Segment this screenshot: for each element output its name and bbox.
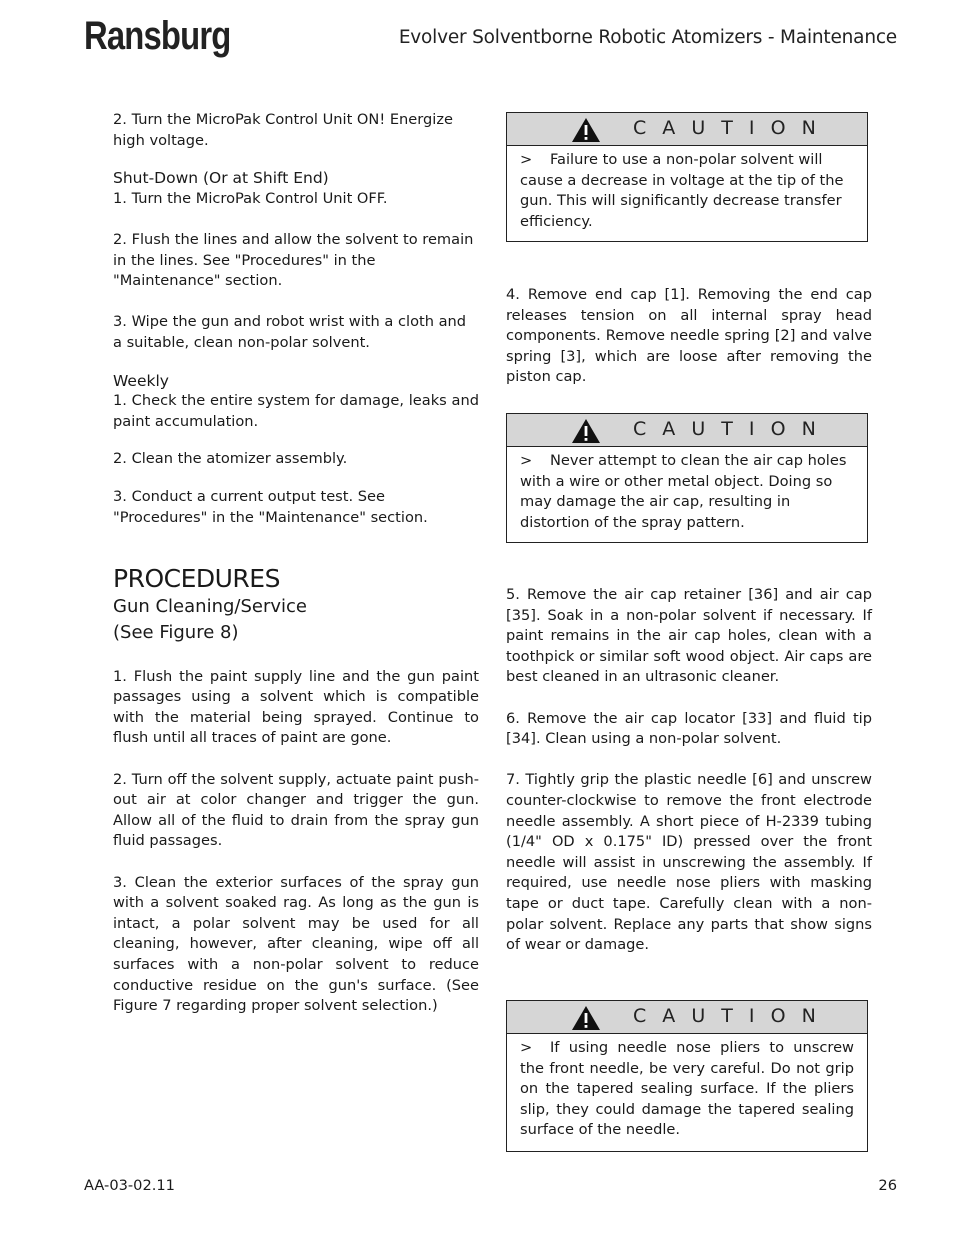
paragraph: 3. Clean the exterior surfaces of the spray gun with a solvent soaked rag. As long as the gun is intact, a polar solvent may be used for all cleaning, however, after cleaning, wipe off all surfaces with a non-polar solvent to reduce conductive residue on the gun's surface. (See Figure 7 regarding proper solvent selection.) — [113, 873, 479, 1015]
paragraph: 4. Remove end cap [1]. Removing the end cap releases tension on all internal spray head components. Remove needle spring [2] and valve spring [3], which are loose after removing the piston cap. — [506, 286, 872, 386]
caution-message: Failure to use a non-polar solvent will cause a decrease in voltage at the tip of the gun. This will significantly decrease transfer efficiency. — [520, 151, 844, 230]
paragraph: 1. Flush the paint supply line and the gun paint passages using a solvent which is compatible with the material being sprayed. Continue to flush until all traces of paint are gone. — [113, 667, 479, 747]
warning-icon — [571, 117, 601, 143]
right-lower-column — [506, 585, 872, 956]
paragraph: 6. Remove the air cap locator [33] and fluid tip [34]. Clean using a non-polar solvent. — [506, 709, 872, 748]
warning-icon — [571, 1005, 601, 1031]
caution-box — [506, 413, 868, 543]
caution-label: C A U T I O N — [633, 117, 821, 139]
left-column — [113, 110, 479, 1017]
caution-header — [507, 414, 867, 447]
paragraph: 2. Turn the MicroPak Control Unit ON! Energize high voltage. — [113, 111, 453, 149]
caution-label: C A U T I O N — [633, 1005, 821, 1027]
paragraph: 3. Conduct a current output test. See "Procedures" in the "Maintenance" section. — [113, 487, 428, 526]
page-number: 26 — [878, 1177, 897, 1194]
caution-text — [507, 146, 867, 240]
paragraph: 3. Wipe the gun and robot wrist with a cloth and a suitable, clean non-polar solvent. — [113, 313, 467, 351]
paragraph: 1. Turn the MicroPak Control Unit OFF. — [113, 189, 388, 207]
caution-header — [507, 1001, 867, 1034]
caution-box — [506, 1000, 868, 1152]
gun-cleaning-heading: Gun Cleaning/Service — [113, 596, 307, 618]
warning-icon — [571, 418, 601, 444]
caution-label: C A U T I O N — [633, 418, 821, 440]
paragraph: 2. Clean the atomizer assembly. — [113, 450, 348, 468]
paragraph: 1. Check the entire system for damage, leaks and paint accumulation. — [113, 392, 479, 430]
shutdown-heading: Shut-Down (Or at Shift End) — [113, 169, 329, 188]
bullet: > — [520, 1039, 533, 1056]
paragraph: 2. Flush the lines and allow the solvent to remain in the lines. See "Procedures" in the "Maintenance" section. — [113, 230, 474, 290]
paragraph: 2. Turn off the solvent supply, actuate paint push-out air at color changer and trigger the gun. Allow all of the fluid to drain from the spray gun fluid passages. — [113, 770, 479, 850]
paragraph: 5. Remove the air cap retainer [36] and air cap [35]. Soak in a non-polar solvent if necessary. If paint remains in the air cap holes, clean with a toothpick or similar soft wood object. Air caps are best cleaned in an ultrasonic cleaner. — [506, 586, 872, 686]
bullet: > — [520, 151, 533, 168]
procedures-title: PROCEDURES — [113, 564, 280, 594]
caution-text — [507, 1034, 867, 1149]
caution-message: Never attempt to clean the air cap holes with a wire or other metal object. Doing so may damage the air cap, resulting in distortion of the spray pattern. — [520, 452, 847, 531]
paragraph: 7. Tightly grip the plastic needle [6] and unscrew counter-clockwise to remove the front electrode needle assembly. A short piece of H-2339 tubing (1/4" OD x 0.175" ID) pressed over the front needle will assist in unscrewing the assembly. If required, use needle nose pliers with masking tape or duct tape. Carefully clean with a non-polar solvent. Replace any parts that show signs of wear or damage. — [506, 771, 872, 954]
bullet: > — [520, 452, 533, 469]
caution-box — [506, 112, 868, 242]
caution-header — [507, 113, 867, 146]
caution-text — [507, 447, 867, 541]
figure-reference: (See Figure 8) — [113, 622, 239, 644]
weekly-heading: Weekly — [113, 371, 169, 390]
document-number: AA-03-02.11 — [84, 1177, 175, 1194]
caution-message: If using needle nose pliers to unscrew the front needle, be very careful. Do not grip on the tapered sealing surface. If the pliers slip, they could damage the tapered sealing surface of the needle. — [520, 1039, 854, 1139]
brand-logo: Ransburg — [84, 14, 231, 58]
document-title: Evolver Solventborne Robotic Atomizers - Maintenance — [398, 27, 897, 48]
